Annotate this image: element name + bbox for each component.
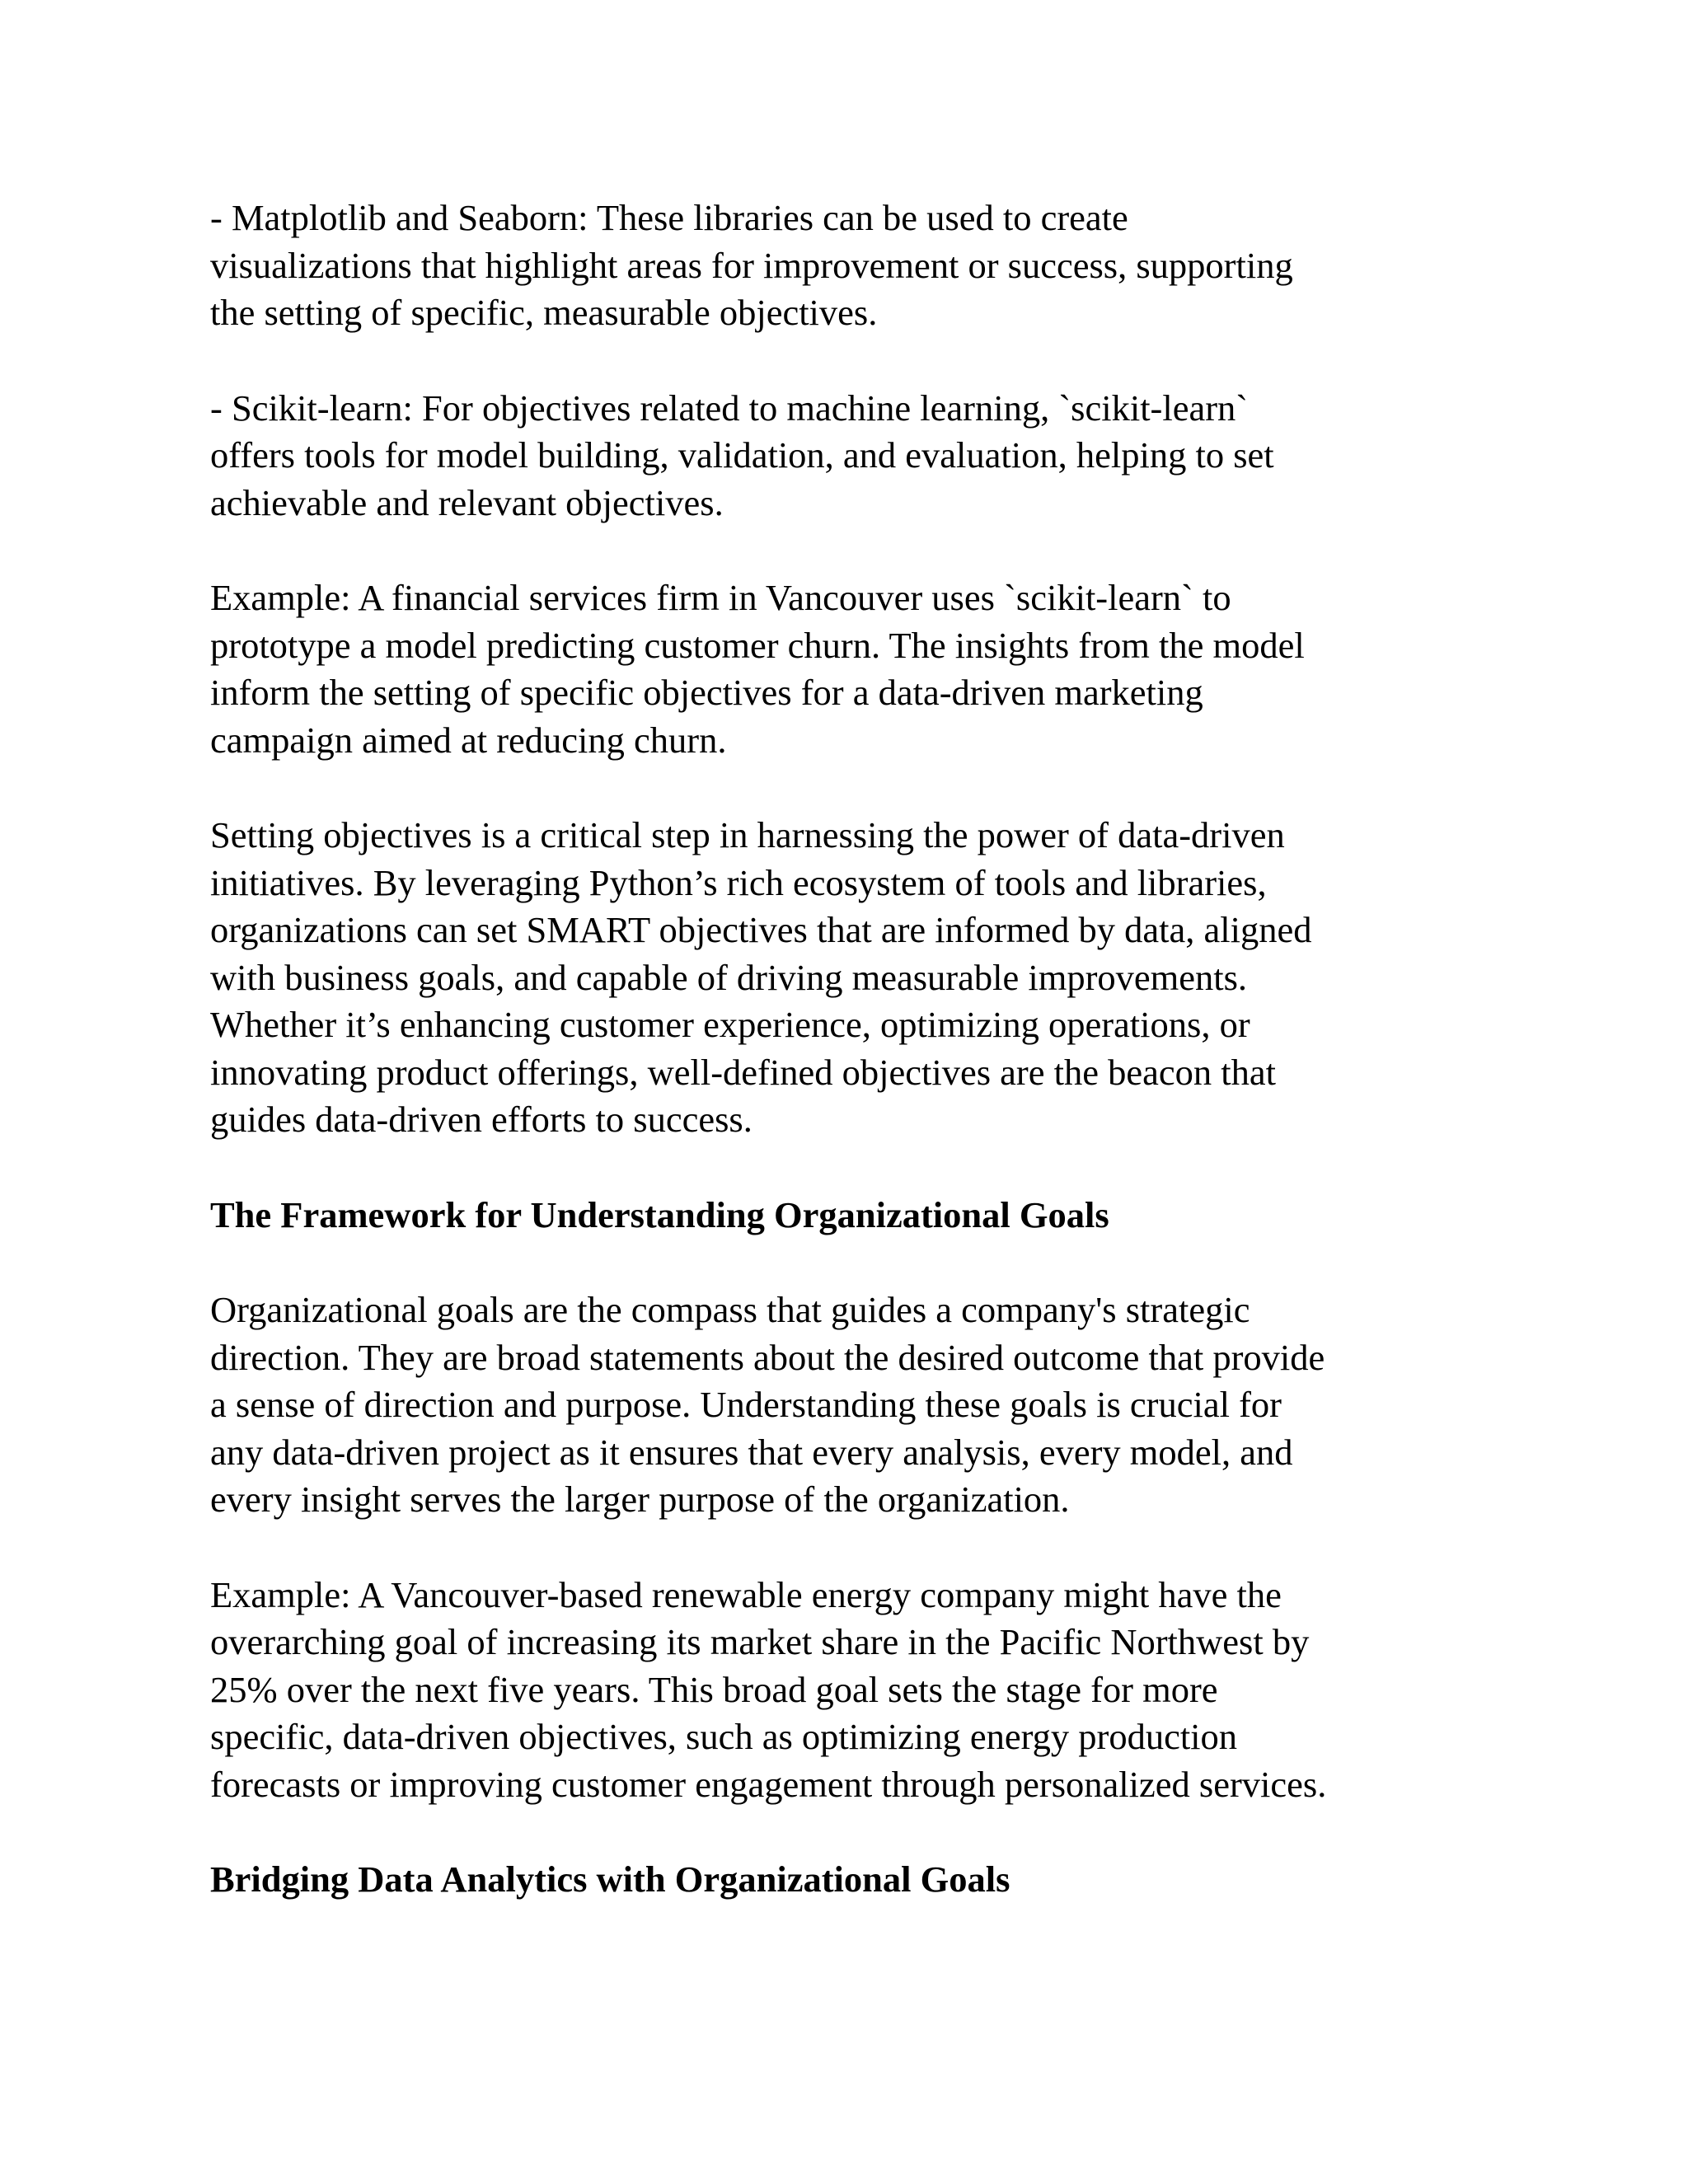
document-page (210, 194, 1496, 1952)
paragraph-setting-objectives-summary: Setting objectives is a critical step in harnessing the power of data-driven initiatives. By leveraging Python’s rich ecosystem of tools and libraries, organizations can set SMART objectives that are informed by data, aligned with business goals, and capable of driving measurable improvements. Whether it’s enhancing customer experience, optimizing operations, or innovating product offerings, well-defined objectives are the beacon that guides data-driven efforts to success. (210, 814, 1312, 1140)
paragraph-matplotlib-seaborn: - Matplotlib and Seaborn: These libraries can be used to create visualizations that highlight areas for improvement or success, supporting the setting of specific, measurable objectives. (210, 197, 1293, 333)
paragraph-organizational-goals: Organizational goals are the compass that guides a company's strategic direction. They are broad statements about the desired outcome that provide a sense of direction and purpose. Understanding these goals is crucial for any data-driven project as it ensures that every analysis, every model, and every insight serves the larger purpose of the organization. (210, 1289, 1325, 1520)
heading-framework-organizational-goals: The Framework for Understanding Organizational Goals (210, 1193, 1109, 1235)
heading-bridging-data-analytics: Bridging Data Analytics with Organizational Goals (210, 1858, 1010, 1900)
paragraph-example-renewable-energy: Example: A Vancouver-based renewable energy company might have the overarching goal of increasing its market share in the Pacific Northwest by 25% over the next five years. This broad goal sets the stage for more specific, data-driven objectives, such as optimizing energy production forecasts or improving customer engagement through personalized services. (210, 1573, 1327, 1805)
paragraph-scikit-learn: - Scikit-learn: For objectives related to machine learning, `scikit-learn` offers tools for model building, validation, and evaluation, helping to set achievable and relevant objectives. (210, 387, 1274, 523)
paragraph-example-financial-firm: Example: A financial services firm in Vancouver uses `scikit-learn` to prototype a model predicting customer churn. The insights from the model inform the setting of specific objectives for a data-driven marketing campaign aimed at reducing churn. (210, 577, 1305, 761)
